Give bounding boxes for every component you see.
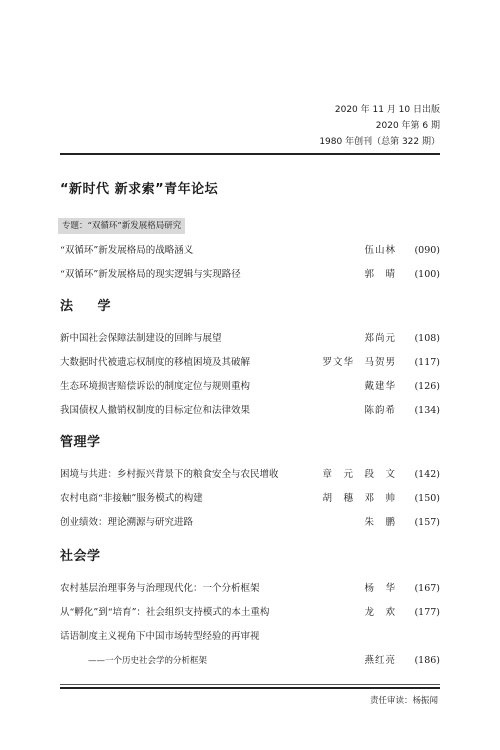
- entry-page: (142): [414, 469, 440, 480]
- entry-page: (177): [414, 607, 440, 618]
- entry-page: (150): [414, 493, 440, 504]
- forum-section: [60, 181, 440, 290]
- entry-title: 生态环境损害赔偿诉讼的制度定位与规则重构: [60, 381, 251, 392]
- entry-author: 章 元 段 文: [322, 469, 396, 480]
- entry-author: 戴建华: [364, 381, 396, 392]
- toc-entry[interactable]: [60, 330, 440, 354]
- entry-author: 陈韵希: [364, 405, 396, 416]
- entry-author: 郭 晴: [364, 269, 396, 280]
- toc-entry[interactable]: [60, 514, 440, 538]
- sociology-title: 社会学: [60, 549, 101, 564]
- entry-author: 罗文华 马贺男: [322, 357, 396, 368]
- entry-title: “双循环”新发展格局的现实逻辑与实现路径: [60, 269, 241, 280]
- entry-author: 杨 华: [364, 583, 396, 594]
- toc-entry[interactable]: [60, 490, 440, 514]
- entry-author: 郑尚元: [364, 333, 396, 344]
- toc-entry[interactable]: [60, 378, 440, 402]
- entry-page: (167): [414, 583, 440, 594]
- publication-date: 2020 年 11 月 10 日出版: [334, 105, 440, 115]
- entry-title: 农村电商“非接触”服务模式的构建: [60, 493, 203, 504]
- top-rule: [60, 153, 440, 155]
- bottom-rule-thick: [60, 687, 440, 689]
- entry-page: (157): [414, 517, 440, 528]
- entry-author: 燕红亮: [364, 655, 396, 666]
- entry-page: (108): [414, 333, 440, 344]
- entry-title: 新中国社会保障法制建设的回眸与展望: [60, 333, 222, 344]
- entry-author: 胡 穗 邓 帅: [322, 493, 396, 504]
- toc-entry[interactable]: [60, 354, 440, 378]
- toc-entry-subtitle[interactable]: [60, 652, 440, 676]
- responsible-editor: 责任审读：杨振闻: [369, 696, 438, 706]
- forum-topic: 专题：“双循环”新发展格局研究: [58, 218, 185, 234]
- entry-author: 朱 鹏: [364, 517, 396, 528]
- bottom-rule-thin: [60, 684, 440, 685]
- toc-entry[interactable]: [60, 628, 440, 652]
- toc-entry[interactable]: [60, 466, 440, 490]
- entry-page: (117): [414, 357, 440, 368]
- entry-page: (186): [414, 655, 440, 666]
- entry-title: 农村基层治理事务与治理现代化：一个分析框架: [60, 583, 260, 594]
- management-section: [60, 434, 440, 538]
- entry-subtitle: ——一个历史社会学的分析框架: [88, 656, 208, 666]
- founding-info: 1980 年创刊（总第 322 期）: [319, 137, 440, 147]
- issue-number: 2020 年第 6 期: [375, 121, 440, 131]
- entry-title: 话语制度主义视角下中国市场转型经验的再审视: [60, 631, 260, 642]
- law-title: 法 学: [60, 299, 121, 314]
- law-section: [60, 298, 440, 426]
- entry-title: 创业绩效：理论溯源与研究进路: [60, 517, 194, 528]
- entry-page: (134): [414, 405, 440, 416]
- entry-title: “双循环”新发展格局的战略涵义: [60, 245, 194, 256]
- toc-entry[interactable]: [60, 402, 440, 426]
- entry-title: 大数据时代被遗忘权制度的移植困境及其破解: [60, 357, 251, 368]
- toc-entry[interactable]: [60, 266, 440, 290]
- publication-info: [319, 102, 440, 150]
- toc-entry[interactable]: [60, 604, 440, 628]
- entry-page: (100): [414, 269, 440, 280]
- toc-entry[interactable]: [60, 242, 440, 266]
- entry-title: 从“孵化”到“培育”：社会组织支持模式的本土重构: [60, 607, 270, 618]
- entry-title: 困境与共进：乡村振兴背景下的粮食安全与农民增收: [60, 469, 279, 480]
- toc-entry[interactable]: [60, 580, 440, 604]
- entry-author: 龙 欢: [364, 607, 396, 618]
- entry-title: 我国债权人撤销权制度的目标定位和法律效果: [60, 405, 251, 416]
- sociology-section: [60, 548, 440, 676]
- entry-page: (090): [414, 245, 440, 256]
- forum-title: “新时代 新求索”青年论坛: [60, 182, 219, 197]
- management-title: 管理学: [60, 435, 101, 450]
- entry-author: 伍山林: [364, 245, 396, 256]
- entry-page: (126): [414, 381, 440, 392]
